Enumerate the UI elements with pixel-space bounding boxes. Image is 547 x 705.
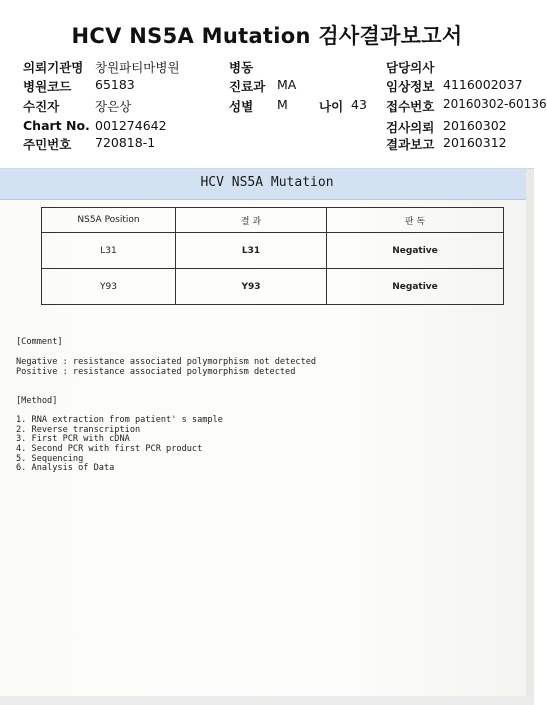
cell-result: L31: [176, 233, 327, 269]
institution-value: 창원파티마병원: [95, 60, 180, 75]
report-date-value: 20160312: [443, 135, 507, 150]
report-title: HCV NS5A Mutation 검사결과보고서: [71, 24, 463, 48]
patient-label: 수진자: [23, 99, 60, 114]
method-step: 4. Second PCR with first PCR product: [16, 444, 203, 454]
result-table-header-row: [42, 208, 504, 233]
method-heading: [Method]: [16, 396, 58, 406]
method-step: 5. Sequencing: [16, 454, 84, 464]
clinical-info-label: 임상정보: [386, 79, 435, 94]
method-step: 3. First PCR with cDNA: [16, 434, 130, 444]
patient-value: 장은상: [95, 99, 132, 114]
receipt-value: 20160302-60136: [443, 97, 547, 111]
department-value: MA: [277, 77, 297, 92]
col-header-result: 결 과: [176, 208, 327, 233]
sex-label: 성별: [229, 99, 254, 114]
cell-position: Y93: [42, 269, 176, 305]
col-header-position: NS5A Position: [42, 208, 176, 233]
ward-label: 병동: [229, 60, 254, 75]
age-value: 43: [351, 97, 367, 112]
doctor-label: 담당의사: [386, 60, 435, 75]
department-label: 진료과: [229, 79, 266, 94]
scanned-result-sheet: [0, 168, 534, 697]
page-bottom-edge: [0, 696, 534, 705]
clinical-info-value: 4116002037: [443, 77, 523, 92]
col-header-interpretation: 판 독: [327, 208, 504, 233]
institution-label: 의뢰기관명: [23, 60, 84, 75]
table-row: [42, 233, 504, 269]
receipt-label: 접수번호: [386, 99, 435, 114]
table-row: [42, 269, 504, 305]
comment-line: Negative : resistance associated polymorphism not detected: [16, 357, 317, 367]
hospital-code-label: 병원코드: [23, 79, 72, 94]
sex-value: M: [277, 97, 288, 112]
method-step: 6. Analysis of Data: [16, 463, 115, 473]
resident-id-value: 720818-1: [95, 135, 156, 150]
chart-no-label: Chart No.: [23, 118, 90, 133]
scan-edge-shadow: [526, 169, 534, 697]
scan-title: HCV NS5A Mutation: [200, 175, 334, 190]
chart-no-value: 001274642: [95, 118, 167, 133]
result-table: [41, 207, 504, 305]
comment-heading: [Comment]: [16, 337, 63, 347]
method-step: 2. Reverse transcription: [16, 425, 141, 435]
age-label: 나이: [319, 99, 344, 114]
cell-position: L31: [42, 233, 176, 269]
resident-id-label: 주민번호: [23, 137, 72, 152]
request-date-label: 검사의뢰: [386, 120, 435, 135]
cell-interpretation: Negative: [327, 233, 504, 269]
report-date-label: 결과보고: [386, 137, 435, 152]
cell-interpretation: Negative: [327, 269, 504, 305]
cell-result: Y93: [176, 269, 327, 305]
patient-info-header: [0, 56, 547, 156]
hospital-code-value: 65183: [95, 77, 135, 92]
request-date-value: 20160302: [443, 118, 507, 133]
comment-line: Positive : resistance associated polymorphism detected: [16, 367, 296, 377]
method-step: 1. RNA extraction from patient' s sample: [16, 415, 223, 425]
